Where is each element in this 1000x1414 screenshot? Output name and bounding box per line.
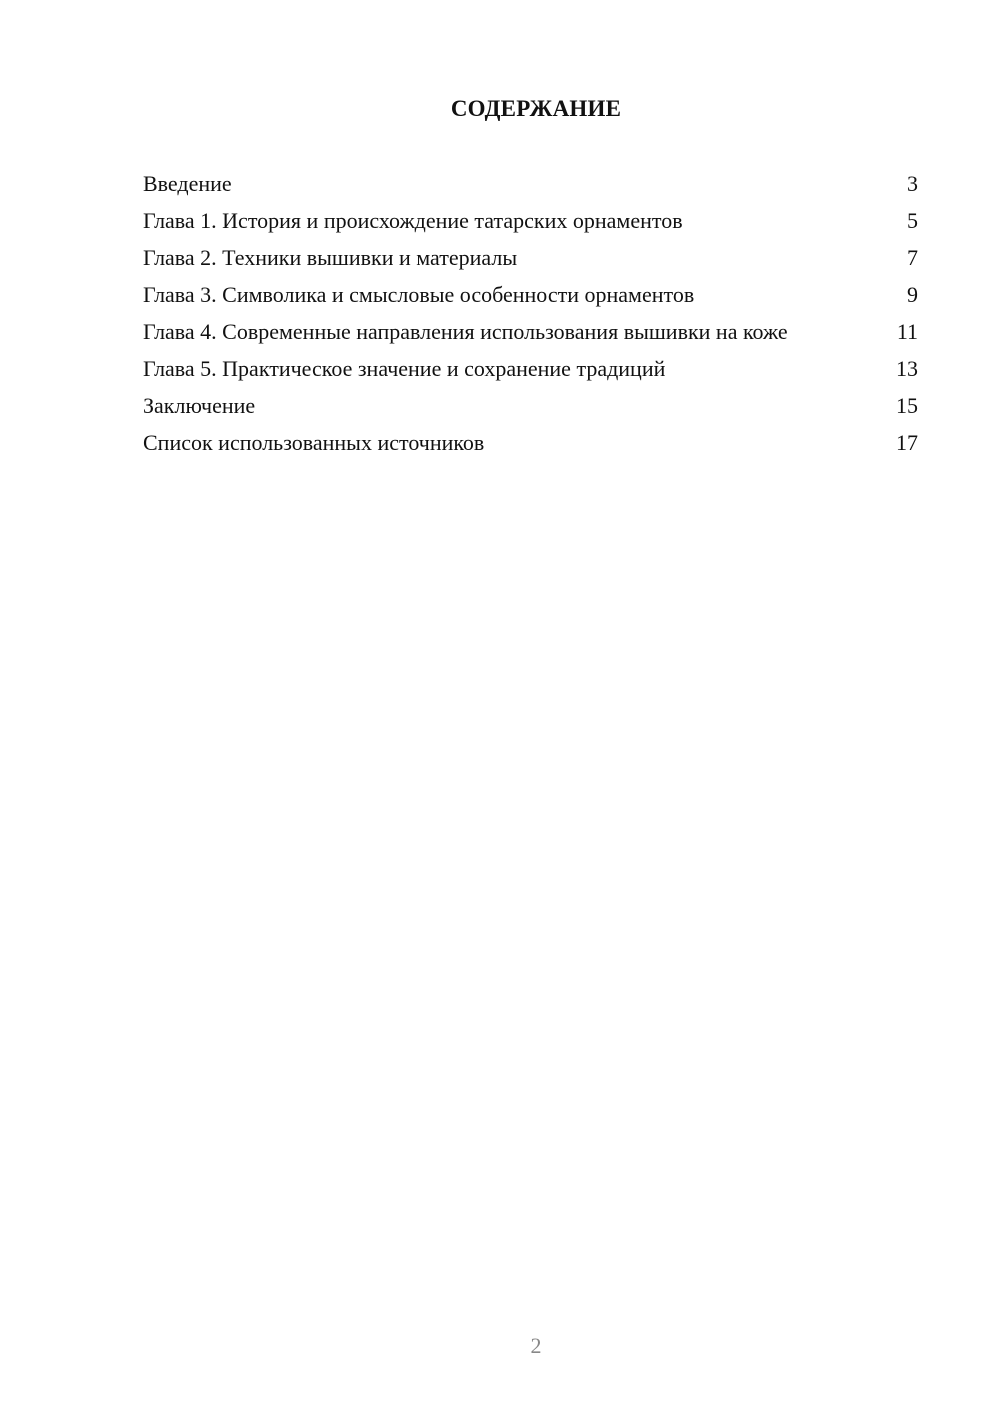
- toc-entry-label: Заключение: [143, 393, 256, 418]
- toc-entry-page: 7: [907, 245, 918, 270]
- toc-entry-label: Глава 5. Практическое значение и сохранение традиций: [143, 356, 666, 381]
- toc-entry-references[interactable]: [143, 429, 918, 457]
- toc-entry-page: 9: [907, 282, 918, 307]
- toc-entry-chapter-1[interactable]: [143, 207, 918, 235]
- toc-entry-chapter-2[interactable]: [143, 244, 918, 272]
- toc-entry-chapter-4[interactable]: [143, 318, 918, 346]
- toc-entry-page: 15: [896, 393, 918, 418]
- table-of-contents: [143, 170, 918, 466]
- toc-entry-label: Глава 3. Символика и смысловые особенности орнаментов: [143, 282, 695, 307]
- page-title: СОДЕРЖАНИЕ: [450, 96, 622, 121]
- toc-entry-label: Введение: [143, 171, 232, 196]
- toc-entry-label: Глава 2. Техники вышивки и материалы: [143, 245, 518, 270]
- toc-entry-chapter-3[interactable]: [143, 281, 918, 309]
- toc-entry-label: Глава 1. История и происхождение татарских орнаментов: [143, 208, 683, 233]
- page-number: 2: [530, 1333, 542, 1358]
- toc-entry-label: Список использованных источников: [143, 430, 485, 455]
- toc-entry-chapter-5[interactable]: [143, 355, 918, 383]
- toc-entry-conclusion[interactable]: [143, 392, 918, 420]
- toc-entry-page: 17: [896, 430, 918, 455]
- toc-entry-page: 13: [896, 356, 918, 381]
- toc-entry-page: 3: [907, 171, 918, 196]
- toc-entry-introduction[interactable]: [143, 170, 918, 198]
- toc-entry-page: 11: [896, 319, 918, 344]
- toc-entry-label: Глава 4. Современные направления использования вышивки на коже: [143, 319, 788, 344]
- toc-entry-page: 5: [907, 208, 918, 233]
